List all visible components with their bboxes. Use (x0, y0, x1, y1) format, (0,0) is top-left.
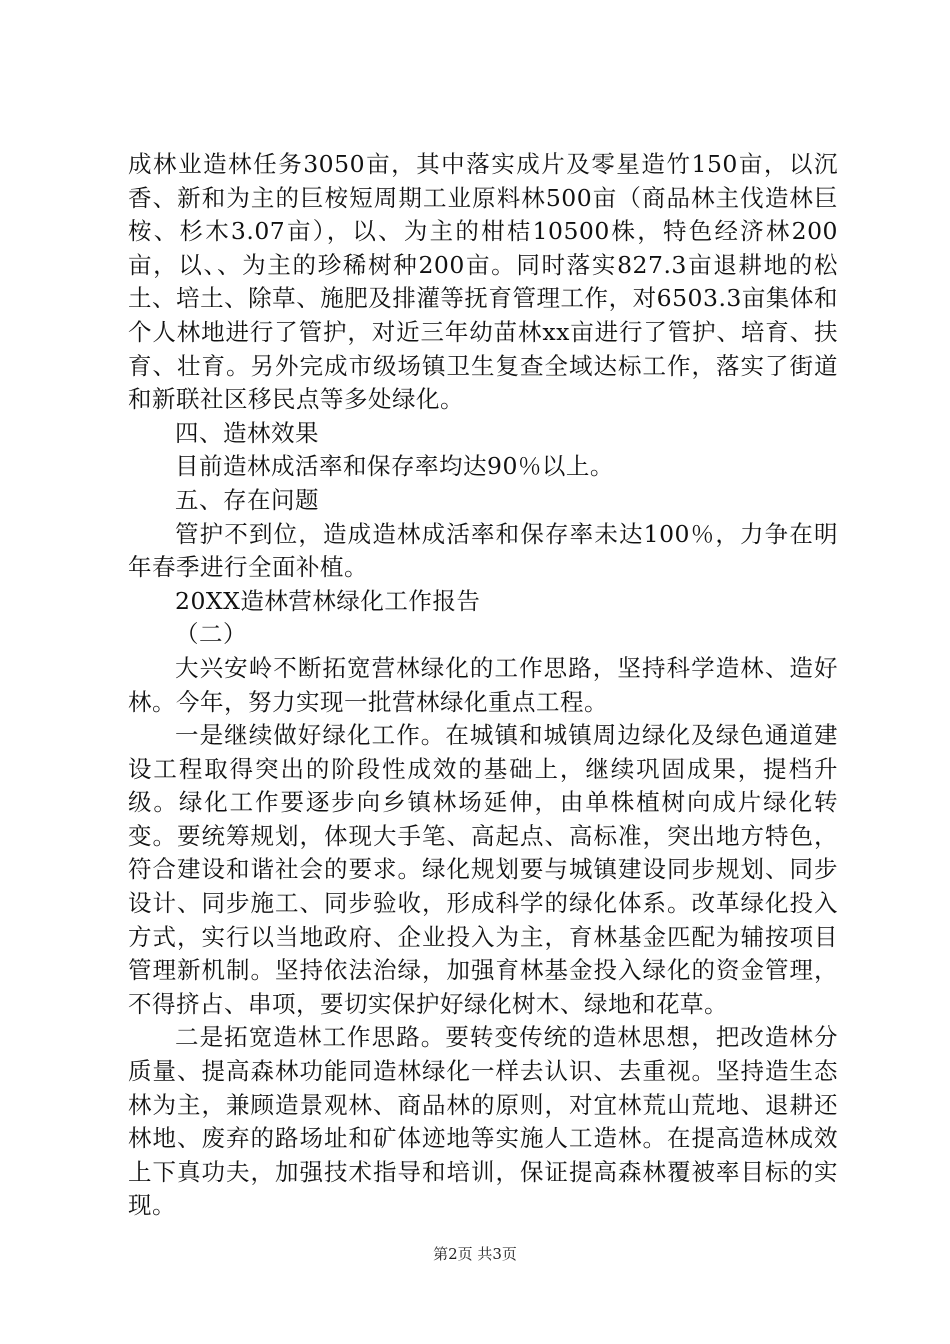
report-title: 20XX造林营林绿化工作报告 (175, 586, 481, 615)
paragraph-greening: 一是继续做好绿化工作。在城镇和城镇周边绿化及绿色通道建设工程取得突出的阶段性成效的基础上，继续巩固成果，提档升级。绿化工作要逐步向乡镇林场延伸，由单株植树向成片绿化转变。要统筹规划，体现大手笔、高起点、高标准，突出地方特色，符合建设和谐社会的要求。绿化规划要与城镇建设同步规划、同步设计、同步施工、同步验收，形成科学的绿化体系。改革绿化投入方式，实行以当地政府、企业投入为主，育林基金匹配为辅按项目管理新机制。坚持依法治绿，加强育林基金投入绿化的资金管理，不得挤占、串项，要切实保护好绿化树木、绿地和花草。 (128, 721, 838, 1018)
document-body (128, 148, 838, 1223)
section-heading-effect: 四、造林效果 (175, 418, 319, 447)
page-footer: 第2页 共3页 (433, 1245, 517, 1263)
report-subtitle: （二） (175, 620, 247, 649)
paragraph-problems: 管护不到位，造成造林成活率和保存率未达100％，力争在明年春季进行全面补植。 (128, 519, 838, 582)
section-heading-problems: 五、存在问题 (175, 485, 319, 514)
paragraph-task-summary: 成林业造林任务3050亩，其中落实成片及零星造竹150亩，以沉香、新和为主的巨桉短周期工业原料林500亩（商品林主伐造林巨桉、杉木3.07亩），以、为主的柑桔10500株，特色经济林200亩，以、、为主的珍稀树种200亩。同时落实827.3亩退耕地的松土、培土、除草、施肥及排灌等抚育管理工作，对6503.3亩集体和个人林地进行了管护，对近三年幼苗林xx亩进行了管护、培育、扶育、壮育。另外完成市级场镇卫生复查全域达标工作，落实了街道和新联社区移民点等多处绿化。 (128, 150, 838, 414)
paragraph-afforestation: 二是拓宽造林工作思路。要转变传统的造林思想，把改造林分质量、提高森林功能同造林绿化一样去认识、去重视。坚持造生态林为主，兼顾造景观林、商品林的原则，对宜林荒山荒地、退耕还林地、废弃的路场址和矿体迹地等实施人工造林。在提高造林成效上下真功夫，加强技术指导和培训，保证提高森林覆被率目标的实现。 (128, 1023, 838, 1220)
paragraph-effect: 目前造林成活率和保存率均达90％以上。 (175, 452, 614, 481)
paragraph-intro: 大兴安岭不断拓宽营林绿化的工作思路，坚持科学造林、造好林。今年，努力实现一批营林绿化重点工程。 (128, 653, 838, 716)
